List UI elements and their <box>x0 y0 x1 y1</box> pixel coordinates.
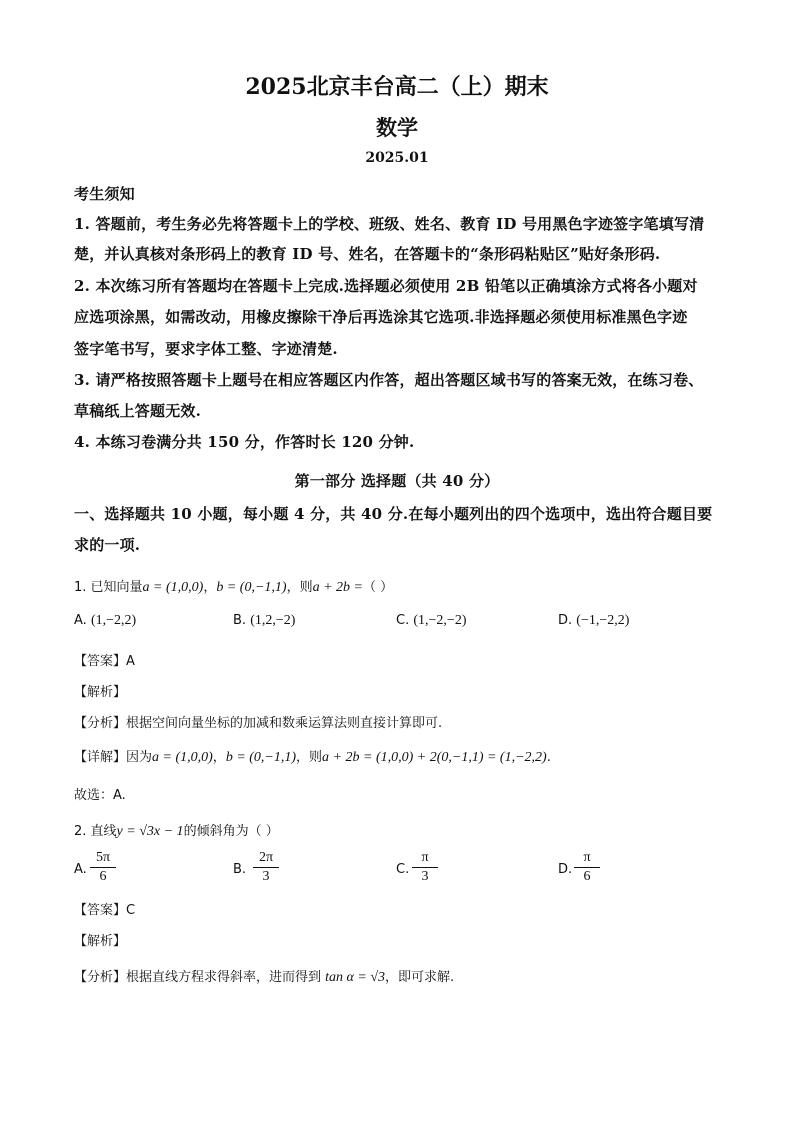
q1-stem <box>74 576 393 596</box>
q2-jiexi: 【解析】 <box>74 934 127 949</box>
option-label: A. <box>74 613 87 628</box>
fraction-denominator: 3 <box>421 869 429 884</box>
q2-option-label: A. <box>74 862 87 877</box>
q1-detail-prefix: 【详解】因为 <box>74 750 153 765</box>
q1-analysis: 【分析】根据空间向量坐标的加减和数乘运算法则直接计算即可. <box>74 716 443 731</box>
q1-detail <box>74 746 551 766</box>
q2-option-label: C. <box>396 862 410 877</box>
q1-vector-a: a = (1,0,0) <box>142 580 204 595</box>
q1-option-b <box>233 613 295 629</box>
q2-equation: y = √3x − 1 <box>116 824 184 839</box>
exam-subject: 数学 <box>376 115 418 140</box>
q2-analysis <box>74 966 454 986</box>
option-value: (1,−2,2) <box>90 613 137 628</box>
option-label: D. <box>558 613 573 628</box>
notice-line: 楚，并认真核对条形码上的教育 ID 号、姓名，在答题卡的“条形码粘贴区”贴好条形码. <box>74 245 661 263</box>
q1-choose: 故选：A. <box>74 788 126 803</box>
q1-detail-sep: ， <box>212 750 226 765</box>
q1-expression: a + 2b = <box>312 580 363 595</box>
notice-line: 3. 请严格按照答题卡上题号在相应答题区内作答，超出答题区域书写的答案无效，在练习卷、 <box>74 371 704 389</box>
q2-analysis-suffix: ，即可求解. <box>385 970 455 985</box>
fraction-bar <box>90 867 116 868</box>
q2-option-a-fraction <box>88 850 118 885</box>
q2-analysis-math: tan α = √3 <box>325 970 386 985</box>
q2-option-c-fraction <box>410 850 440 885</box>
fraction-numerator: 5π <box>95 850 111 865</box>
notice-line: 签字笔书写，要求字体工整、字迹清楚. <box>74 340 338 358</box>
q1-vector-b: b = (0,−1,1) <box>216 580 287 595</box>
q1-stem-prefix: 1. 已知向量 <box>74 580 143 595</box>
fraction-bar <box>253 867 279 868</box>
q1-sep: ，则 <box>286 580 313 595</box>
notice-heading: 考生须知 <box>74 185 135 203</box>
q1-detail-then: ，则 <box>296 750 323 765</box>
fraction-denominator: 3 <box>262 869 270 884</box>
q1-jiexi: 【解析】 <box>74 685 127 700</box>
q1-option-d <box>558 613 629 629</box>
q2-option-b-fraction <box>251 850 281 885</box>
notice-line: 1. 答题前，考生务必先将答题卡上的学校、班级、姓名、教育 ID 号用黑色字迹签字笔填写清 <box>74 215 705 233</box>
fraction-denominator: 6 <box>99 869 107 884</box>
notice-line: 草稿纸上答题无效. <box>74 402 202 420</box>
option-value: (1,−2,−2) <box>413 613 467 628</box>
q1-detail-end: . <box>546 750 551 765</box>
q2-option-label: D. <box>558 862 573 877</box>
q1-option-c <box>396 613 466 629</box>
notice-line: 应选项涂黑，如需改动，用橡皮擦除干净后再选涂其它选项.非选择题必须使用标准黑色字迹 <box>74 308 688 326</box>
option-label: B. <box>233 613 247 628</box>
q1-answer: 【答案】A <box>74 654 135 669</box>
q2-option-d-fraction <box>572 850 602 885</box>
q2-option-label: B. <box>233 862 247 877</box>
notice-line: 2. 本次练习所有答题均在答题卡上完成.选择题必须使用 2B 铅笔以正确填涂方式将各小题对 <box>74 277 698 295</box>
option-value: (−1,−2,2) <box>576 613 630 628</box>
fraction-numerator: π <box>421 850 429 865</box>
q1-paren: （ ） <box>362 580 394 595</box>
fraction-bar <box>412 867 438 868</box>
option-value: (1,2,−2) <box>250 613 296 628</box>
part1-intro: 求的一项. <box>74 536 141 554</box>
part1-intro: 一、选择题共 10 小题，每小题 4 分，共 40 分.在每小题列出的四个选项中，选出符合题目要 <box>74 505 713 523</box>
q2-stem-suffix: 的倾斜角为（ ） <box>183 824 279 839</box>
q2-stem <box>74 820 279 840</box>
q1-option-a <box>74 613 136 629</box>
fraction-denominator: 6 <box>583 869 591 884</box>
option-label: C. <box>396 613 410 628</box>
q2-stem-prefix: 2. 直线 <box>74 824 117 839</box>
fraction-numerator: 2π <box>258 850 274 865</box>
q1-sep: ， <box>203 580 217 595</box>
q1-detail-a: a = (1,0,0) <box>152 750 213 765</box>
fraction-bar <box>574 867 600 868</box>
part1-heading: 第一部分 选择题（共 40 分） <box>294 472 500 490</box>
q1-detail-calc: a + 2b = (1,0,0) + 2(0,−1,1) = (1,−2,2) <box>322 750 547 765</box>
exam-date: 2025.01 <box>365 150 429 166</box>
q2-analysis-prefix: 【分析】根据直线方程求得斜率，进而得到 <box>74 970 322 985</box>
exam-title: 2025北京丰台高二（上）期末 <box>245 74 549 100</box>
fraction-numerator: π <box>583 850 591 865</box>
q1-detail-b: b = (0,−1,1) <box>225 750 297 765</box>
q2-answer: 【答案】C <box>74 903 136 918</box>
notice-line: 4. 本练习卷满分共 150 分，作答时长 120 分钟. <box>74 433 415 451</box>
